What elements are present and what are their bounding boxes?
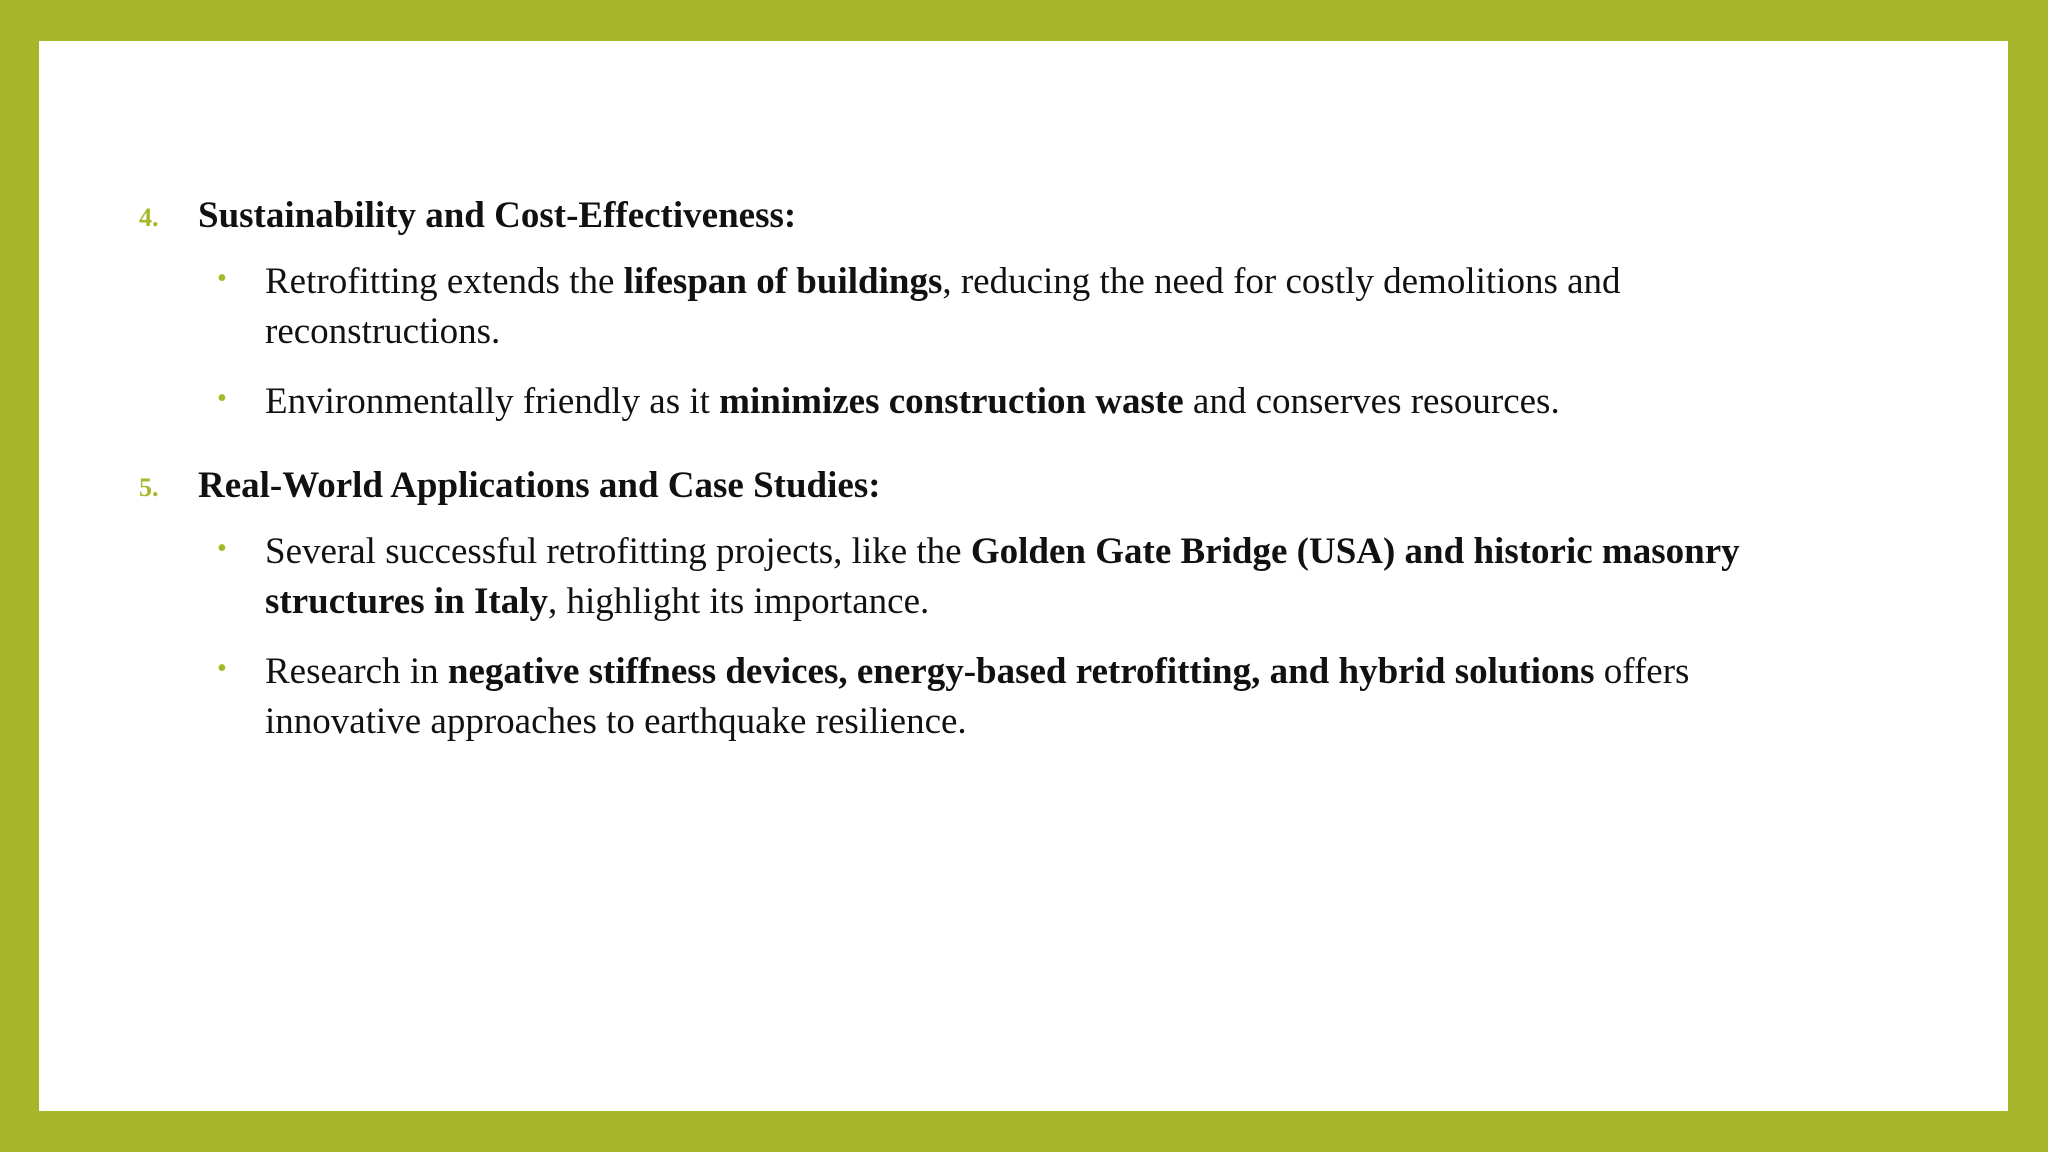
bullet-text: Environmentally friendly as it	[265, 381, 720, 422]
section-5	[101, 461, 1921, 747]
list-item	[101, 377, 1921, 427]
bullet-text: Retrofitting extends the	[265, 261, 624, 302]
bullet-text: and conserves resources.	[1183, 381, 1560, 422]
section-number: 4.	[139, 203, 159, 232]
bullet-emphasis: Golden Gate Bridge (USA) and historic masonry structures in Italy	[265, 531, 1740, 622]
section-4	[101, 191, 1921, 427]
bullet-emphasis: lifespan of buildings	[623, 261, 943, 302]
section-number: 5.	[139, 473, 159, 502]
bullet-emphasis: negative stiffness devices, energy-based retrofitting, and hybrid solutions	[447, 651, 1595, 692]
bullet-text: Research in	[265, 651, 448, 692]
bullet-emphasis: minimizes construction waste	[719, 381, 1184, 422]
slide-content-area	[39, 41, 2008, 1111]
section-title: Real-World Applications and Case Studies:	[198, 465, 881, 506]
section-title: Sustainability and Cost-Effectiveness:	[198, 195, 797, 236]
bullet-list	[101, 527, 1921, 747]
bullet-text: , highlight its importance.	[547, 581, 930, 622]
bullet-icon: •	[217, 263, 227, 294]
bullet-list	[101, 257, 1921, 427]
bullet-icon: •	[217, 533, 227, 564]
section-heading	[101, 461, 1921, 511]
list-item	[101, 527, 1921, 627]
bullet-text: , reducing the need for costly demolitions and reconstructions.	[265, 261, 1621, 352]
bullet-icon: •	[217, 383, 227, 414]
bullet-text: Several successful retrofitting projects, like the	[265, 531, 971, 572]
slide-body	[101, 191, 1921, 747]
list-item	[101, 647, 1921, 747]
list-item	[101, 257, 1921, 357]
section-heading	[101, 191, 1921, 241]
bullet-text: offers innovative approaches to earthquake resilience.	[265, 651, 1690, 742]
bullet-icon: •	[217, 653, 227, 684]
